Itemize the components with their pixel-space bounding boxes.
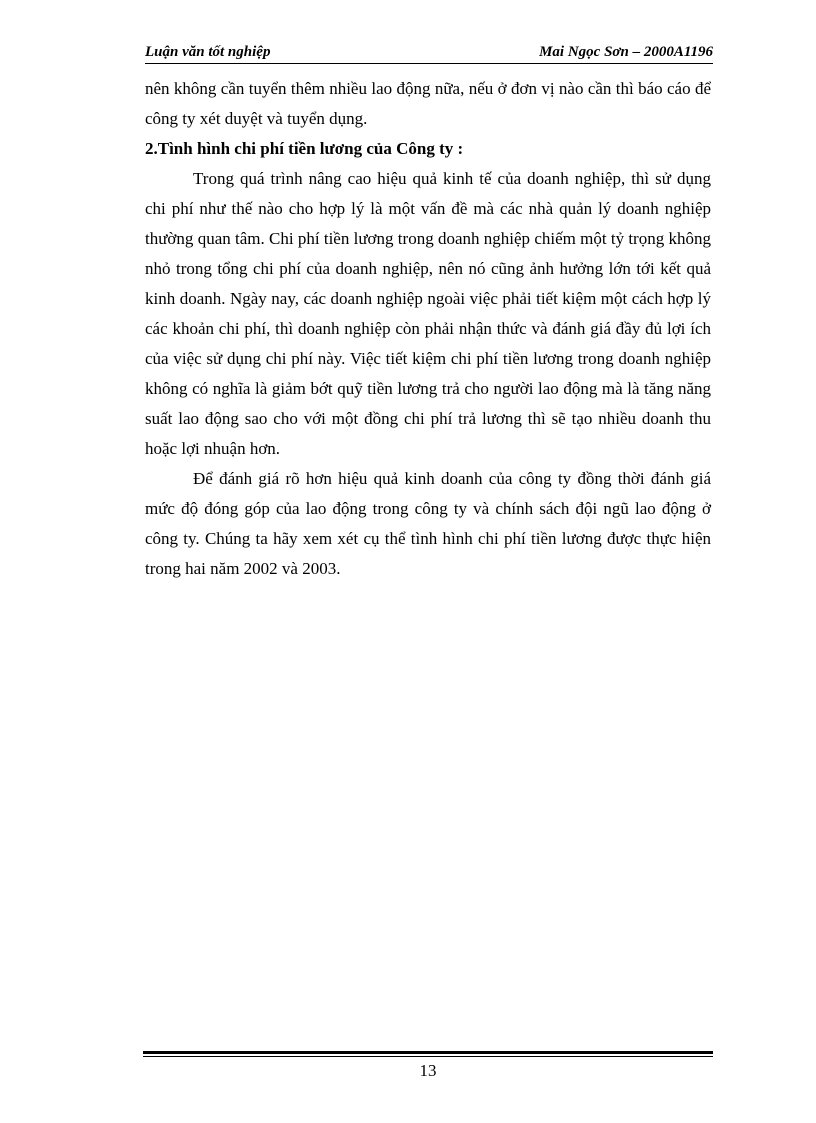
header-author: Mai Ngọc Sơn – 2000A1196 — [539, 44, 713, 60]
continued-paragraph: nên không cần tuyển thêm nhiều lao động nữa, nếu ở đơn vị nào cần thì báo cáo để công ty xét duyệt và tuyển dụng. — [145, 79, 711, 128]
body-paragraph: Để đánh giá rõ hơn hiệu quả kinh doanh của công ty đồng thời đánh giá mức độ đóng góp của lao động trong công ty và chính sách đội ngũ lao động ở công ty. Chúng ta hãy xem xét cụ thể tình hình chi phí tiền lương được thực hiện trong hai năm 2002 và 2003. — [145, 469, 711, 578]
body-paragraph: Trong quá trình nâng cao hiệu quả kinh tế của doanh nghiệp, thì sử dụng chi phí như thế nào cho hợp lý là một vấn đề mà các nhà quản lý doanh nghiệp thường quan tâm. Chi phí tiền lương trong doanh nghiệp chiếm một tỷ trọng không nhỏ trong tổng chi phí của doanh nghiệp, nên nó cũng ảnh hưởng lớn tới kết quả kinh doanh. Ngày nay, các doanh nghiệp ngoài việc phải tiết kiệm một cách hợp lý các khoản chi phí, thì doanh nghiệp còn phải nhận thức và đánh giá đầy đủ lợi ích của việc sử dụng chi phí này. Việc tiết kiệm chi phí tiền lương trong doanh nghiệp không có nghĩa là giảm bớt quỹ tiền lương trả cho người lao động mà là tăng năng suất lao động sao cho với một đồng chi phí trả lương thì sẽ tạo nhiều doanh thu hoặc lợi nhuận hơn. — [145, 169, 711, 458]
section-heading: 2.Tình hình chi phí tiền lương của Công ty : — [145, 139, 464, 158]
page-header — [145, 43, 713, 64]
header-thesis-title: Luận văn tốt nghiệp — [145, 44, 271, 60]
page-number: 13 — [419, 1061, 437, 1080]
footer-rule — [143, 1051, 713, 1054]
document-body — [145, 74, 711, 584]
